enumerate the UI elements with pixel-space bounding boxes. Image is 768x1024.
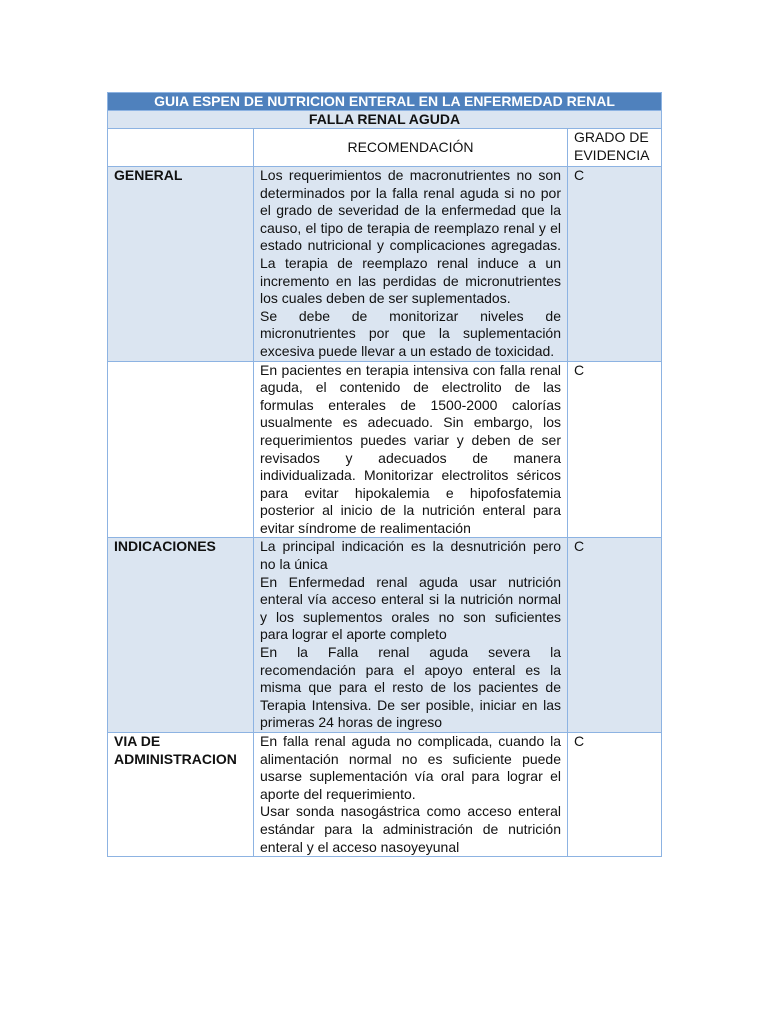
category-header: [108, 129, 254, 167]
table-row: [108, 167, 662, 362]
row-recommendation: [254, 538, 568, 733]
recommendation-paragraph: Usar sonda nasogástrica como acceso enteral estándar para la administración de nutrición enteral y el acceso nasoyeyunal: [260, 803, 561, 855]
recommendation-paragraph: En falla renal aguda no complicada, cuando la alimentación normal no es suficiente puede usarse suplementación vía oral para lograr el aporte del requerimiento.: [260, 733, 561, 802]
table-row: [108, 361, 662, 538]
table-row: [108, 538, 662, 733]
row-category: VIA DE ADMINISTRACION: [108, 733, 254, 857]
row-category: INDICACIONES: [108, 538, 254, 733]
title-row: [108, 93, 662, 111]
recommendation-paragraph: En pacientes en terapia intensiva con falla renal aguda, el contenido de electrolito de las formulas enterales de 1500-2000 calorías usualmente es adecuado. Sin embargo, los requerimientos puedes variar y deben de ser revisados y adecuados de manera individualizada. Monitorizar electrolitos séricos para evitar hipokalemia e hipofosfatemia posterior al inicio de la nutrición enteral para evitar síndrome de realimentación: [260, 361, 561, 536]
row-grade: C: [568, 361, 662, 538]
recommendation-paragraph: Los requerimientos de macronutrientes no son determinados por la falla renal aguda si no por el grado de severidad de la enfermedad que la causo, el tipo de terapia de reemplazo renal y el estado nutricional y complicaciones agregadas. La terapia de reemplazo renal induce a un incremento en las perdidas de micronutrientes los cuales deben de ser suplementados.: [260, 167, 561, 307]
row-recommendation: [254, 733, 568, 857]
row-grade: C: [568, 538, 662, 733]
row-category: GENERAL: [108, 167, 254, 362]
recommendation-paragraph: La principal indicación es la desnutrición pero no la única: [260, 538, 561, 573]
row-category: [108, 361, 254, 538]
subtitle-row: [108, 111, 662, 129]
recommendation-paragraph: En Enfermedad renal aguda usar nutrición enteral vía acceso enteral si la nutrición normal y los suplementos orales no son suficientes para lograr el aporte completo: [260, 573, 561, 643]
grade-header: GRADO DE EVIDENCIA: [568, 129, 662, 167]
row-recommendation: [254, 167, 568, 362]
recommendation-header: RECOMENDACIÓN: [254, 129, 568, 167]
row-grade: C: [568, 733, 662, 857]
table-row: [108, 733, 662, 857]
document-subtitle: FALLA RENAL AGUDA: [108, 111, 662, 129]
evidence-table: [107, 92, 662, 857]
row-grade: C: [568, 167, 662, 362]
document-title: GUIA ESPEN DE NUTRICION ENTERAL EN LA ENFERMEDAD RENAL: [108, 93, 662, 111]
row-recommendation: [254, 361, 568, 538]
recommendation-paragraph: Se debe de monitorizar niveles de micronutrientes por que la suplementación excesiva puede llevar a un estado de toxicidad.: [260, 307, 561, 359]
header-row: [108, 129, 662, 167]
recommendation-paragraph: En la Falla renal aguda severa la recomendación para el apoyo enteral es la misma que para el resto de los pacientes de Terapia Intensiva. De ser posible, iniciar en las primeras 24 horas de ingreso: [260, 644, 561, 731]
